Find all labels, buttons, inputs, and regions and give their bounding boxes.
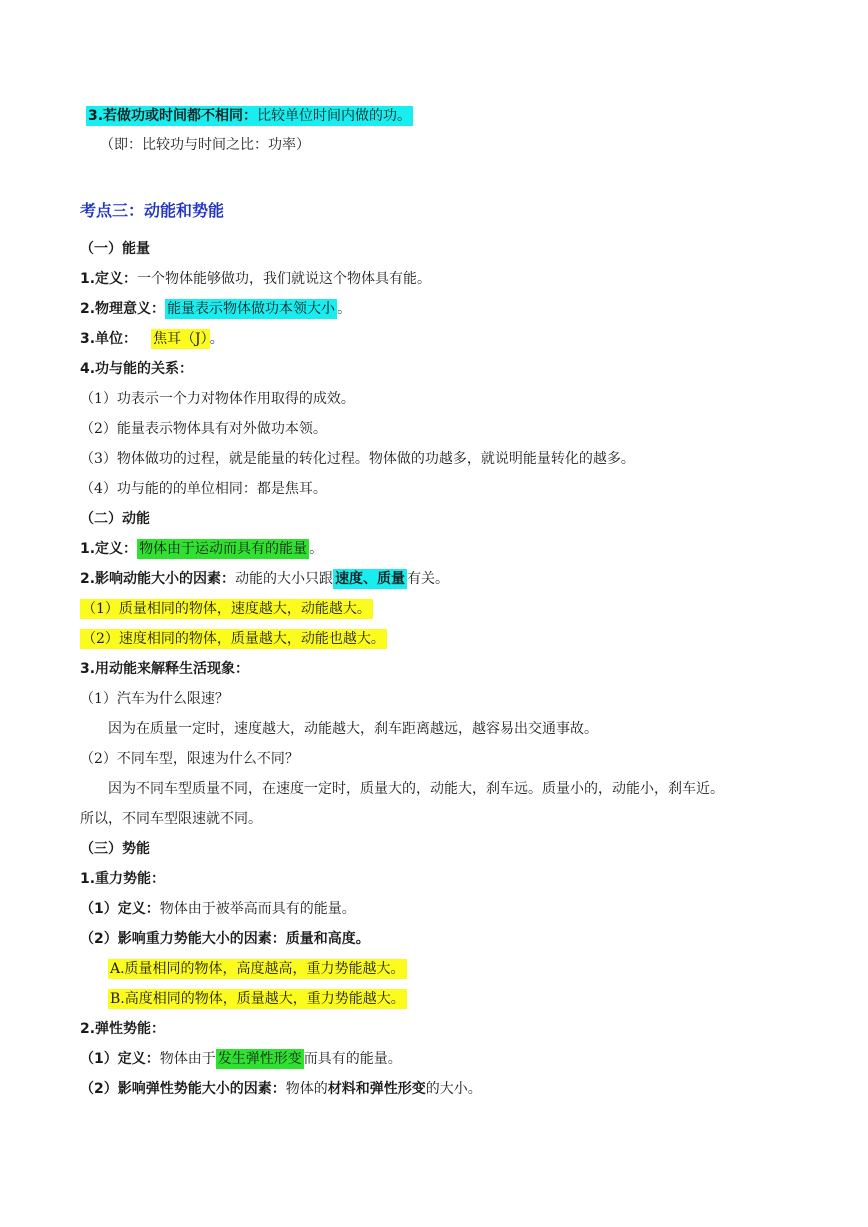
kinetic-rule-2 [80, 629, 387, 649]
kinetic-life-heading: 3.用动能来解释生活现象： [80, 661, 250, 677]
gravitational-definition: （1）定义：物体由于被举高而具有的能量。 [80, 901, 356, 917]
energy-definition: 1.定义：一个物体能够做功，我们就说这个物体具有能。 [80, 271, 432, 287]
note-power-ratio: （即：比较功与时间之比：功率） [100, 137, 310, 153]
answer-text: 因为在质量一定时，速度越大，动能越大，刹车距离越远，越容易出交通事故。 [108, 721, 598, 737]
answer-text: 因为不同车型质量不同，在速度一定时，质量大的，动能大，刹车远。质量小的，动能小，刹车近。 [108, 781, 724, 797]
list-item: （1）功表示一个力对物体作用取得的成效。 [80, 391, 355, 407]
highlight-cyan: 速度、质量 [335, 571, 406, 587]
kinetic-rule-1 [80, 599, 373, 619]
work-energy-relation-heading: 4.功与能的关系： [80, 361, 194, 377]
highlight-cyan: 3.若做功或时间都不相同：比较单位时间内做的功。 [88, 108, 412, 124]
list-item: （2）能量表示物体具有对外做功本领。 [80, 421, 327, 437]
energy-meaning: 2.物理意义： 能量表示物体做功本领大小 。 [80, 301, 352, 317]
list-item: （2）不同车型，限速为什么不同？ [80, 751, 299, 767]
gravitational-heading: 1.重力势能： [80, 871, 166, 887]
kinetic-definition: 1.定义： 物体由于运动而具有的能量 。 [80, 541, 324, 557]
highlight-yellow: 焦耳（J） [153, 331, 208, 347]
gravitational-rule-a [108, 959, 407, 979]
subsection-energy: （一）能量 [80, 241, 150, 257]
subsection-potential-energy: （三）势能 [80, 841, 150, 857]
gravitational-factors: （2）影响重力势能大小的因素：质量和高度。 [80, 931, 370, 947]
gravitational-rule-b [108, 989, 407, 1009]
list-item: （4）功与能的的单位相同：都是焦耳。 [80, 481, 327, 497]
highlight-yellow: B.高度相同的物体，质量越大，重力势能越大。 [110, 991, 405, 1007]
answer-text-cont: 所以，不同车型限速就不同。 [80, 811, 262, 827]
kinetic-factors: 2.影响动能大小的因素：动能的大小只跟 速度、质量 有关。 [80, 571, 450, 587]
highlight-green: 发生弹性形变 [217, 1051, 302, 1067]
section-title: 考点三：动能和势能 [80, 201, 225, 220]
energy-unit: 3.单位： 焦耳（J） 。 [80, 331, 224, 347]
elastic-definition: （1）定义：物体由于 发生弹性形变 而具有的能量。 [80, 1051, 402, 1067]
elastic-heading: 2.弹性势能： [80, 1021, 166, 1037]
highlight-yellow: A.质量相同的物体，高度越高，重力势能越大。 [110, 961, 405, 977]
subsection-kinetic-energy: （二）动能 [80, 511, 150, 527]
list-item: （1）汽车为什么限速？ [80, 691, 229, 707]
list-item: （3）物体做功的过程，就是能量的转化过程。物体做的功越多，就说明能量转化的越多。 [80, 451, 635, 467]
highlight-cyan: 能量表示物体做功本领大小 [167, 301, 336, 317]
line-compare-power [86, 106, 413, 126]
highlight-green: 物体由于运动而具有的能量 [139, 541, 308, 557]
highlight-yellow: （1）质量相同的物体，速度越大，动能越大。 [82, 601, 371, 617]
elastic-factors: （2）影响弹性势能大小的因素：物体的材料和弹性形变的大小。 [80, 1081, 482, 1097]
highlight-yellow: （2）速度相同的物体，质量越大，动能也越大。 [82, 631, 385, 647]
